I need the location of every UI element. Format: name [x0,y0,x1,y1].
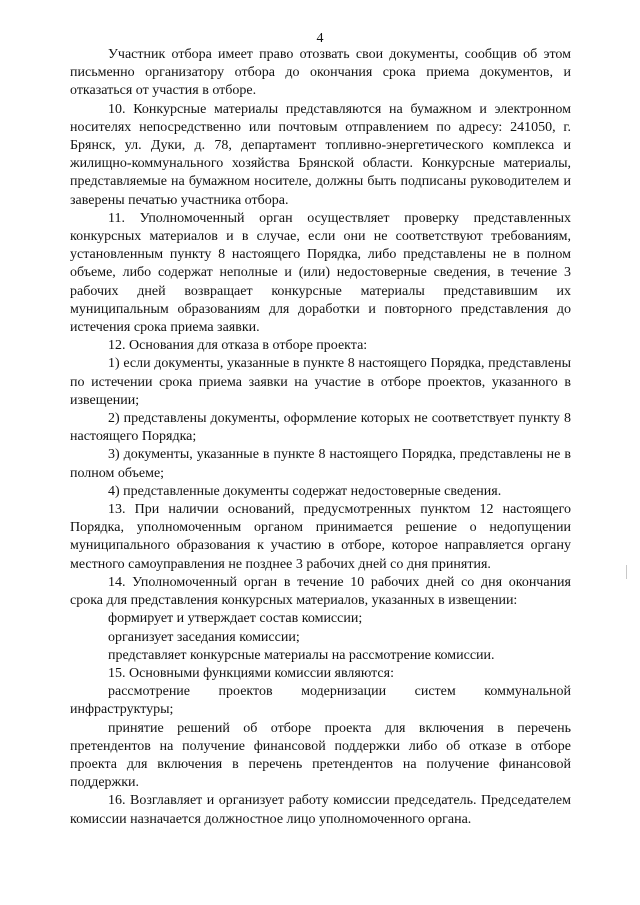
paragraph-13: 13. При наличии оснований, предусмотренных пунктом 12 настоящего Порядка, уполномоченным органом принимается решение о недопущении муниципального образования к участию в отборе, которое направляется органу местного самоуправления не позднее 3 рабочих дней со дня принятия. [70,502,571,572]
paragraph-16: 16. Возглавляет и организует работу комиссии председатель. Председателем комиссии назначается должностное лицо уполномоченного органа. [70,793,571,827]
paragraph-14-item-3: представляет конкурсные материалы на рассмотрение комиссии. [108,647,495,663]
paragraph-15-item-1: рассмотрение проектов модернизации систем коммунальной инфраструктуры; [70,684,571,718]
margin-mark [626,565,627,579]
document-body [70,46,571,829]
paragraph-12-item-4: 4) представленные документы содержат недостоверные сведения. [108,483,502,499]
paragraph-12: 12. Основания для отказа в отборе проекта: [108,338,368,354]
paragraph-14-item-1: формирует и утверждает состав комиссии; [108,611,363,627]
page-number: 4 [316,31,324,46]
paragraph-12-item-1: 1) если документы, указанные в пункте 8 настоящего Порядка, представлены по истечении срока приема заявки на участие в отборе проектов, указанного в извещении; [70,356,571,408]
paragraph-12-item-2: 2) представлены документы, оформление которых не соответствует пункту 8 настоящего Порядка; [70,411,571,445]
paragraph-withdrawal: Участник отбора имеет право отозвать свои документы, сообщив об этом письменно организатору отбора до окончания срока приема документов, и отказаться от участия в отборе. [70,47,571,99]
paragraph-14-item-2: организует заседания комиссии; [108,629,300,645]
paragraph-15-item-2: принятие решений об отборе проекта для включения в перечень претендентов на получение финансовой поддержки либо об отказе в отборе проекта для включения в перечень претендентов на получение финансовой поддержки. [70,720,571,791]
paragraph-12-item-3: 3) документы, указанные в пункте 8 настоящего Порядка, представлены не в полном объеме; [70,447,571,481]
paragraph-14: 14. Уполномоченный орган в течение 10 рабочих дней со дня окончания срока для представления конкурсных материалов, указанных в извещении: [70,574,571,609]
paragraph-15: 15. Основными функциями комиссии являются: [108,665,394,681]
paragraph-11: 11. Уполномоченный орган осуществляет проверку представленных конкурсных материалов и в случае, если они не соответствуют требованиям, установленным пункту 8 настоящего Порядка, либо представлены не в полном объеме, либо содержат неполные и (или) недостоверные сведения, в течение 3 рабочих дней возвращает конкурсные материалы представившим их муниципальным образованиям для доработки и повторного представления до истечения срока приема заявки. [70,210,571,336]
paragraph-10: 10. Конкурсные материалы представляются на бумажном и электронном носителях непосредственно или почтовым отправлением по адресу: 241050, г. Брянск, ул. Дуки, д. 78, департамент топливно-энергетического комплекса и жилищно-коммунального хозяйства Брянской области. Конкурсные материалы, представляемые на бумажном носителе, должны быть подписаны руководителем и заверены печатью участника отбора. [70,101,571,208]
